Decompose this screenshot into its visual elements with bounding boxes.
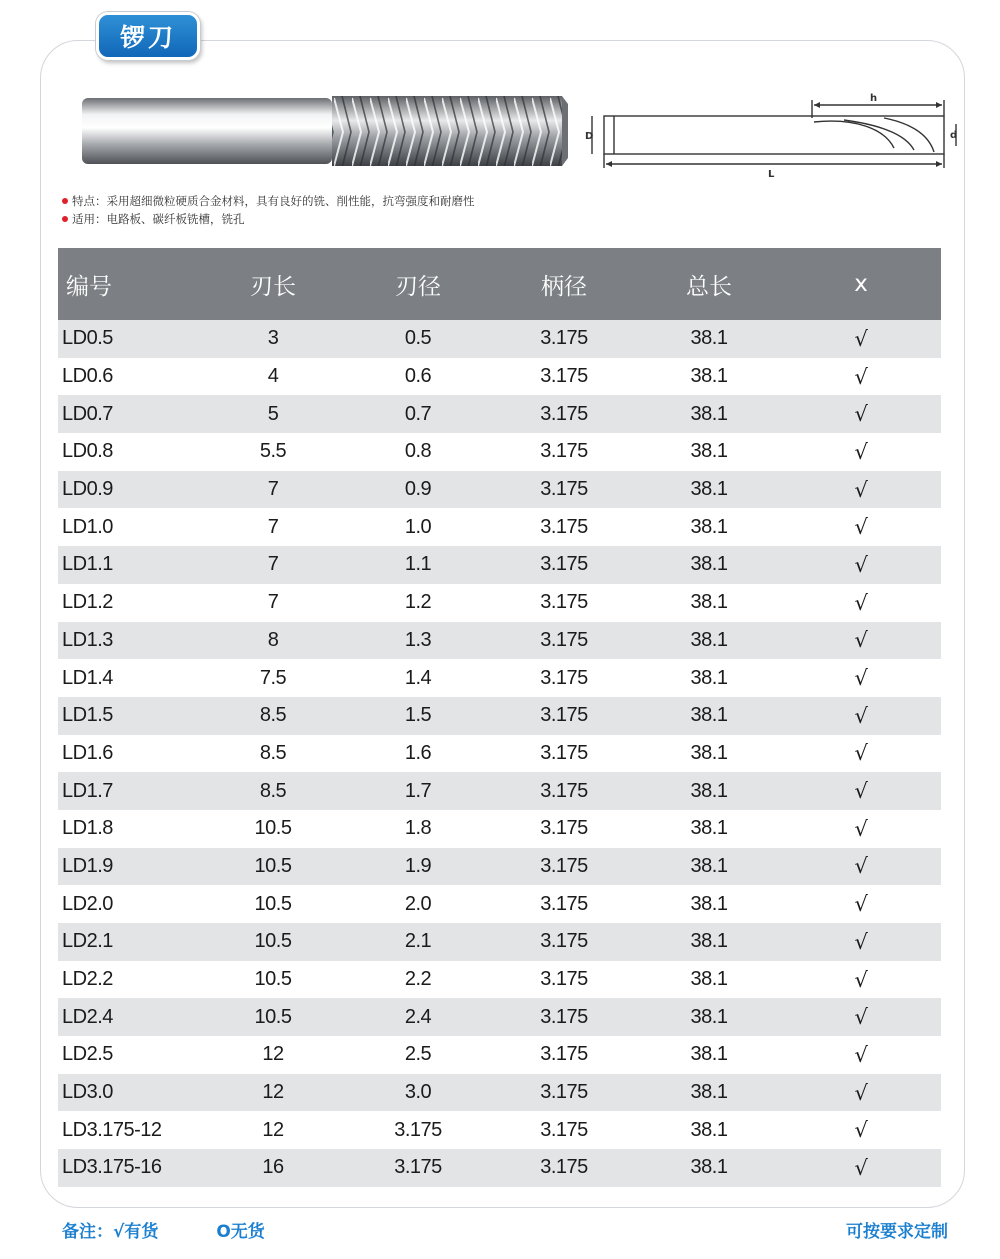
cell-stock: √ — [854, 741, 868, 766]
table-row — [58, 546, 941, 584]
cell-code: LD0.6 — [62, 365, 113, 388]
cell-code: LD3.175-16 — [62, 1156, 162, 1179]
table-body — [58, 320, 941, 1187]
cell-code: LD1.0 — [62, 515, 113, 538]
cell-code: LD1.3 — [62, 628, 113, 651]
cell-shank-diameter: 3.175 — [540, 741, 588, 764]
cell-flute-length: 8 — [267, 628, 279, 651]
cell-code: LD2.5 — [62, 1043, 113, 1066]
cell-stock: √ — [854, 1118, 868, 1143]
header-stock: x — [854, 271, 868, 297]
cell-shank-diameter: 3.175 — [540, 1156, 588, 1179]
cell-flute-diameter: 2.4 — [404, 1005, 432, 1028]
label-D: D — [585, 131, 594, 142]
table-row — [58, 923, 941, 961]
cell-shank-diameter: 3.175 — [540, 365, 588, 388]
cell-flute-length: 10.5 — [254, 817, 292, 840]
cell-flute-length: 12 — [262, 1043, 284, 1066]
cell-flute-length: 7 — [267, 553, 279, 576]
feature-text: 适用：电路板、碳纤板铣槽，铣孔 — [72, 212, 245, 226]
cell-flute-length: 10.5 — [254, 892, 292, 915]
cell-shank-diameter: 3.175 — [540, 402, 588, 425]
cell-shank-diameter: 3.175 — [540, 779, 588, 802]
table-row — [58, 508, 941, 546]
cell-shank-diameter: 3.175 — [540, 553, 588, 576]
cell-flute-diameter: 0.5 — [404, 327, 432, 350]
cell-stock: √ — [854, 703, 868, 728]
cell-stock: √ — [854, 666, 868, 691]
cell-overall-length: 38.1 — [690, 628, 728, 651]
in-stock-label: √有货 — [113, 1222, 159, 1242]
cell-shank-diameter: 3.175 — [540, 515, 588, 538]
cell-flute-diameter: 1.0 — [404, 515, 432, 538]
table-row — [58, 772, 941, 810]
cell-overall-length: 38.1 — [690, 365, 728, 388]
cell-code: LD1.6 — [62, 741, 113, 764]
cell-shank-diameter: 3.175 — [540, 628, 588, 651]
cell-code: LD1.4 — [62, 666, 113, 689]
note-label: 备注： — [62, 1222, 113, 1242]
table-row — [58, 433, 941, 471]
cell-shank-diameter: 3.175 — [540, 968, 588, 991]
cell-overall-length: 38.1 — [690, 327, 728, 350]
cell-shank-diameter: 3.175 — [540, 666, 588, 689]
cell-stock: √ — [854, 515, 868, 540]
cell-shank-diameter: 3.175 — [540, 1118, 588, 1141]
custom-order-note: 可按要求定制 — [846, 1222, 948, 1242]
table-row — [58, 1074, 941, 1112]
cell-stock: √ — [854, 552, 868, 577]
label-h: h — [870, 93, 878, 104]
cell-flute-diameter: 3.175 — [394, 1156, 442, 1179]
cell-flute-diameter: 0.8 — [404, 440, 432, 463]
table-row — [58, 622, 941, 660]
cell-flute-length: 10.5 — [254, 968, 292, 991]
cell-flute-length: 7 — [267, 591, 279, 614]
table-row — [58, 659, 941, 697]
cell-flute-diameter: 1.3 — [404, 628, 432, 651]
cell-shank-diameter: 3.175 — [540, 854, 588, 877]
cell-overall-length: 38.1 — [690, 478, 728, 501]
cell-overall-length: 38.1 — [690, 591, 728, 614]
cell-shank-diameter: 3.175 — [540, 817, 588, 840]
cell-stock: √ — [854, 439, 868, 464]
cell-flute-diameter: 2.1 — [404, 930, 432, 953]
cell-flute-diameter: 1.4 — [404, 666, 432, 689]
cell-code: LD1.8 — [62, 817, 113, 840]
cell-stock: √ — [854, 402, 868, 427]
table-row — [58, 998, 941, 1036]
cell-code: LD0.8 — [62, 440, 113, 463]
cell-overall-length: 38.1 — [690, 779, 728, 802]
cell-flute-diameter: 3.175 — [394, 1118, 442, 1141]
cell-code: LD1.7 — [62, 779, 113, 802]
table-row — [58, 471, 941, 509]
cell-flute-length: 3 — [267, 327, 279, 350]
header-code: 编号 — [66, 273, 112, 300]
cell-code: LD2.1 — [62, 930, 113, 953]
out-of-stock-label: O无货 — [216, 1222, 265, 1242]
cell-code: LD3.0 — [62, 1081, 113, 1104]
cell-stock: √ — [854, 967, 868, 992]
cell-overall-length: 38.1 — [690, 930, 728, 953]
cell-shank-diameter: 3.175 — [540, 327, 588, 350]
cell-overall-length: 38.1 — [690, 666, 728, 689]
cell-code: LD2.4 — [62, 1005, 113, 1028]
cell-flute-length: 16 — [262, 1156, 284, 1179]
page-title: 锣刀 — [96, 12, 200, 60]
cell-overall-length: 38.1 — [690, 1005, 728, 1028]
cell-flute-diameter: 2.5 — [404, 1043, 432, 1066]
bullet-dot-icon — [62, 198, 68, 204]
cell-flute-diameter: 0.9 — [404, 478, 432, 501]
cell-overall-length: 38.1 — [690, 440, 728, 463]
cell-shank-diameter: 3.175 — [540, 478, 588, 501]
cell-stock: √ — [854, 1005, 868, 1030]
cell-overall-length: 38.1 — [690, 515, 728, 538]
cell-shank-diameter: 3.175 — [540, 440, 588, 463]
cell-overall-length: 38.1 — [690, 1081, 728, 1104]
cell-overall-length: 38.1 — [690, 892, 728, 915]
table-row — [58, 1149, 941, 1187]
feature-item — [62, 192, 475, 210]
cell-flute-diameter: 1.7 — [404, 779, 432, 802]
cell-flute-diameter: 2.0 — [404, 892, 432, 915]
table-row — [58, 885, 941, 923]
table-row — [58, 848, 941, 886]
feature-list — [62, 192, 475, 228]
header-overall-length: 总长 — [686, 273, 732, 300]
cell-flute-length: 7 — [267, 478, 279, 501]
cell-flute-diameter: 2.2 — [404, 968, 432, 991]
cell-stock: √ — [854, 816, 868, 841]
table-row — [58, 810, 941, 848]
cell-flute-length: 5 — [267, 402, 279, 425]
label-d: d — [950, 130, 958, 141]
cell-code: LD1.9 — [62, 854, 113, 877]
cell-stock: √ — [854, 326, 868, 351]
stock-legend — [62, 1217, 265, 1242]
cell-flute-length: 8.5 — [259, 704, 287, 727]
cell-stock: √ — [854, 628, 868, 653]
bullet-dot-icon — [62, 216, 68, 222]
cell-flute-length: 8.5 — [259, 741, 287, 764]
cell-shank-diameter: 3.175 — [540, 591, 588, 614]
cell-flute-diameter: 1.2 — [404, 591, 432, 614]
cell-flute-diameter: 0.6 — [404, 365, 432, 388]
cell-overall-length: 38.1 — [690, 1043, 728, 1066]
cell-code: LD1.1 — [62, 553, 113, 576]
end-mill-photo — [82, 92, 568, 172]
cell-overall-length: 38.1 — [690, 402, 728, 425]
cell-shank-diameter: 3.175 — [540, 1081, 588, 1104]
cell-code: LD0.5 — [62, 327, 113, 350]
cell-shank-diameter: 3.175 — [540, 930, 588, 953]
cell-shank-diameter: 3.175 — [540, 704, 588, 727]
label-L: L — [768, 169, 775, 180]
cell-stock: √ — [854, 364, 868, 389]
cell-flute-length: 12 — [262, 1081, 284, 1104]
cell-overall-length: 38.1 — [690, 741, 728, 764]
cell-flute-length: 4 — [267, 365, 279, 388]
feature-text: 特点：采用超细微粒硬质合金材料，具有良好的铣、削性能，抗弯强度和耐磨性 — [72, 194, 475, 208]
cell-flute-diameter: 0.7 — [404, 402, 432, 425]
table-row — [58, 584, 941, 622]
table-row — [58, 1036, 941, 1074]
table-row — [58, 697, 941, 735]
cell-code: LD0.7 — [62, 402, 113, 425]
cell-stock: √ — [854, 1155, 868, 1180]
table-header-row — [58, 248, 941, 320]
table-row — [58, 735, 941, 773]
cell-code: LD0.9 — [62, 478, 113, 501]
cell-flute-diameter: 1.1 — [404, 553, 432, 576]
cell-overall-length: 38.1 — [690, 817, 728, 840]
table-row — [58, 320, 941, 358]
header-flute-diameter: 刃径 — [395, 273, 441, 300]
cell-stock: √ — [854, 854, 868, 879]
cell-flute-diameter: 3.0 — [404, 1081, 432, 1104]
cell-flute-length: 10.5 — [254, 930, 292, 953]
cell-overall-length: 38.1 — [690, 1156, 728, 1179]
feature-item — [62, 210, 475, 228]
cell-stock: √ — [854, 892, 868, 917]
cell-flute-length: 10.5 — [254, 1005, 292, 1028]
cell-overall-length: 38.1 — [690, 1118, 728, 1141]
cell-flute-diameter: 1.6 — [404, 741, 432, 764]
cell-overall-length: 38.1 — [690, 854, 728, 877]
cell-flute-length: 10.5 — [254, 854, 292, 877]
cell-overall-length: 38.1 — [690, 553, 728, 576]
spec-table — [58, 248, 941, 1187]
table-row — [58, 961, 941, 999]
cell-stock: √ — [854, 779, 868, 804]
cell-shank-diameter: 3.175 — [540, 1005, 588, 1028]
cell-flute-length: 7 — [267, 515, 279, 538]
cell-code: LD1.2 — [62, 591, 113, 614]
table-row — [58, 358, 941, 396]
cell-overall-length: 38.1 — [690, 704, 728, 727]
cell-stock: √ — [854, 1080, 868, 1105]
cell-flute-length: 7.5 — [259, 666, 287, 689]
cell-code: LD2.0 — [62, 892, 113, 915]
cell-stock: √ — [854, 590, 868, 615]
cell-stock: √ — [854, 929, 868, 954]
cell-code: LD3.175-12 — [62, 1118, 162, 1141]
cell-flute-length: 5.5 — [259, 440, 287, 463]
cell-shank-diameter: 3.175 — [540, 1043, 588, 1066]
cell-flute-length: 8.5 — [259, 779, 287, 802]
cell-flute-diameter: 1.9 — [404, 854, 432, 877]
cell-stock: √ — [854, 1042, 868, 1067]
cell-stock: √ — [854, 477, 868, 502]
cell-shank-diameter: 3.175 — [540, 892, 588, 915]
dimension-drawing — [584, 88, 966, 180]
cell-code: LD1.5 — [62, 704, 113, 727]
table-row — [58, 395, 941, 433]
header-shank-diameter: 柄径 — [541, 273, 587, 300]
table-row — [58, 1111, 941, 1149]
cell-flute-diameter: 1.5 — [404, 704, 432, 727]
cell-code: LD2.2 — [62, 968, 113, 991]
cell-flute-diameter: 1.8 — [404, 817, 432, 840]
cell-overall-length: 38.1 — [690, 968, 728, 991]
header-flute-length: 刃长 — [250, 273, 296, 300]
cell-flute-length: 12 — [262, 1118, 284, 1141]
